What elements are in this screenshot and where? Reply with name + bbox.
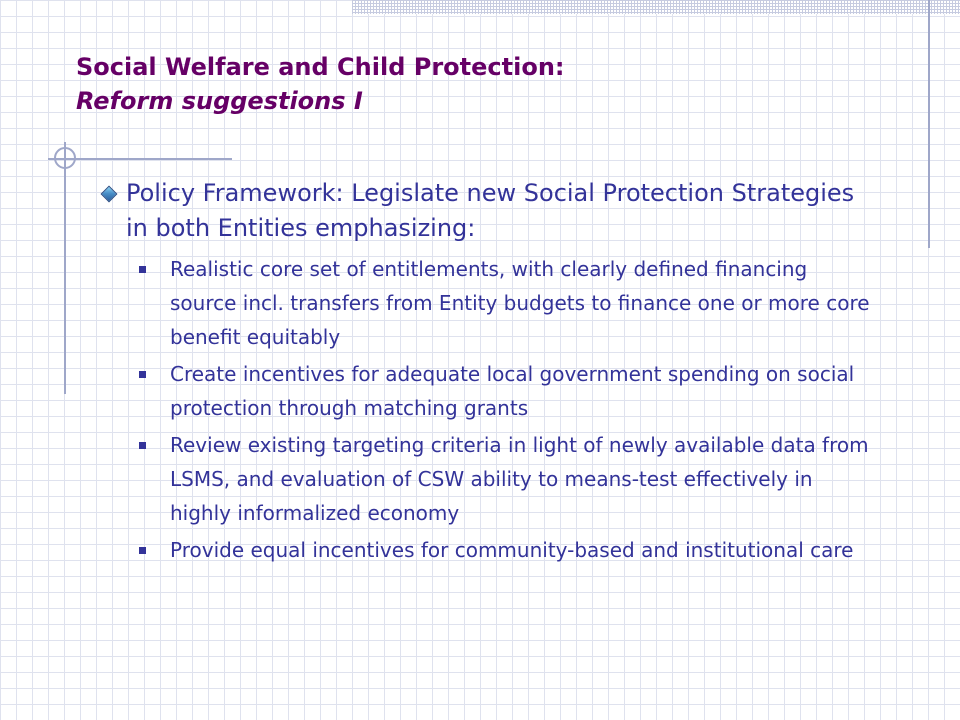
diamond-bullet-icon <box>101 186 118 203</box>
decorative-ring-icon <box>54 147 76 169</box>
square-bullet-icon <box>139 547 146 554</box>
slide-title <box>76 50 916 118</box>
sub-bullet-text: Review existing targeting criteria in light of newly available data from LSMS, and evaluation of CSW ability to means-test effectively in highly informalized economy <box>170 433 869 525</box>
square-bullet-icon <box>139 266 146 273</box>
sub-bullet-item <box>170 357 876 425</box>
square-bullet-icon <box>139 371 146 378</box>
sub-bullet-text: Create incentives for adequate local government spending on social protection through matching grants <box>170 362 855 420</box>
title-line-main: Social Welfare and Child Protection: <box>76 53 565 81</box>
decorative-vertical-line-left <box>64 142 66 394</box>
main-bullet-text: Policy Framework: Legislate new Social Protection Strategies in both Entities emphasizing: <box>126 179 855 242</box>
square-bullet-icon <box>139 442 146 449</box>
slide-body <box>96 176 876 570</box>
sub-bullet-item <box>170 533 876 567</box>
sub-bullet-item <box>170 252 876 354</box>
decorative-vertical-line-right <box>928 0 930 248</box>
title-line-sub: Reform suggestions I <box>76 87 363 115</box>
sub-bullet-text: Realistic core set of entitlements, with clearly defined financing source incl. transfers from Entity budgets to finance one or more core benefit equitably <box>170 257 870 349</box>
top-hatch-band <box>352 0 960 14</box>
main-bullet <box>96 176 876 246</box>
sub-bullet-text: Provide equal incentives for community-based and institutional care <box>170 538 854 562</box>
sub-bullet-item <box>170 428 876 530</box>
sub-bullet-list <box>96 252 876 567</box>
